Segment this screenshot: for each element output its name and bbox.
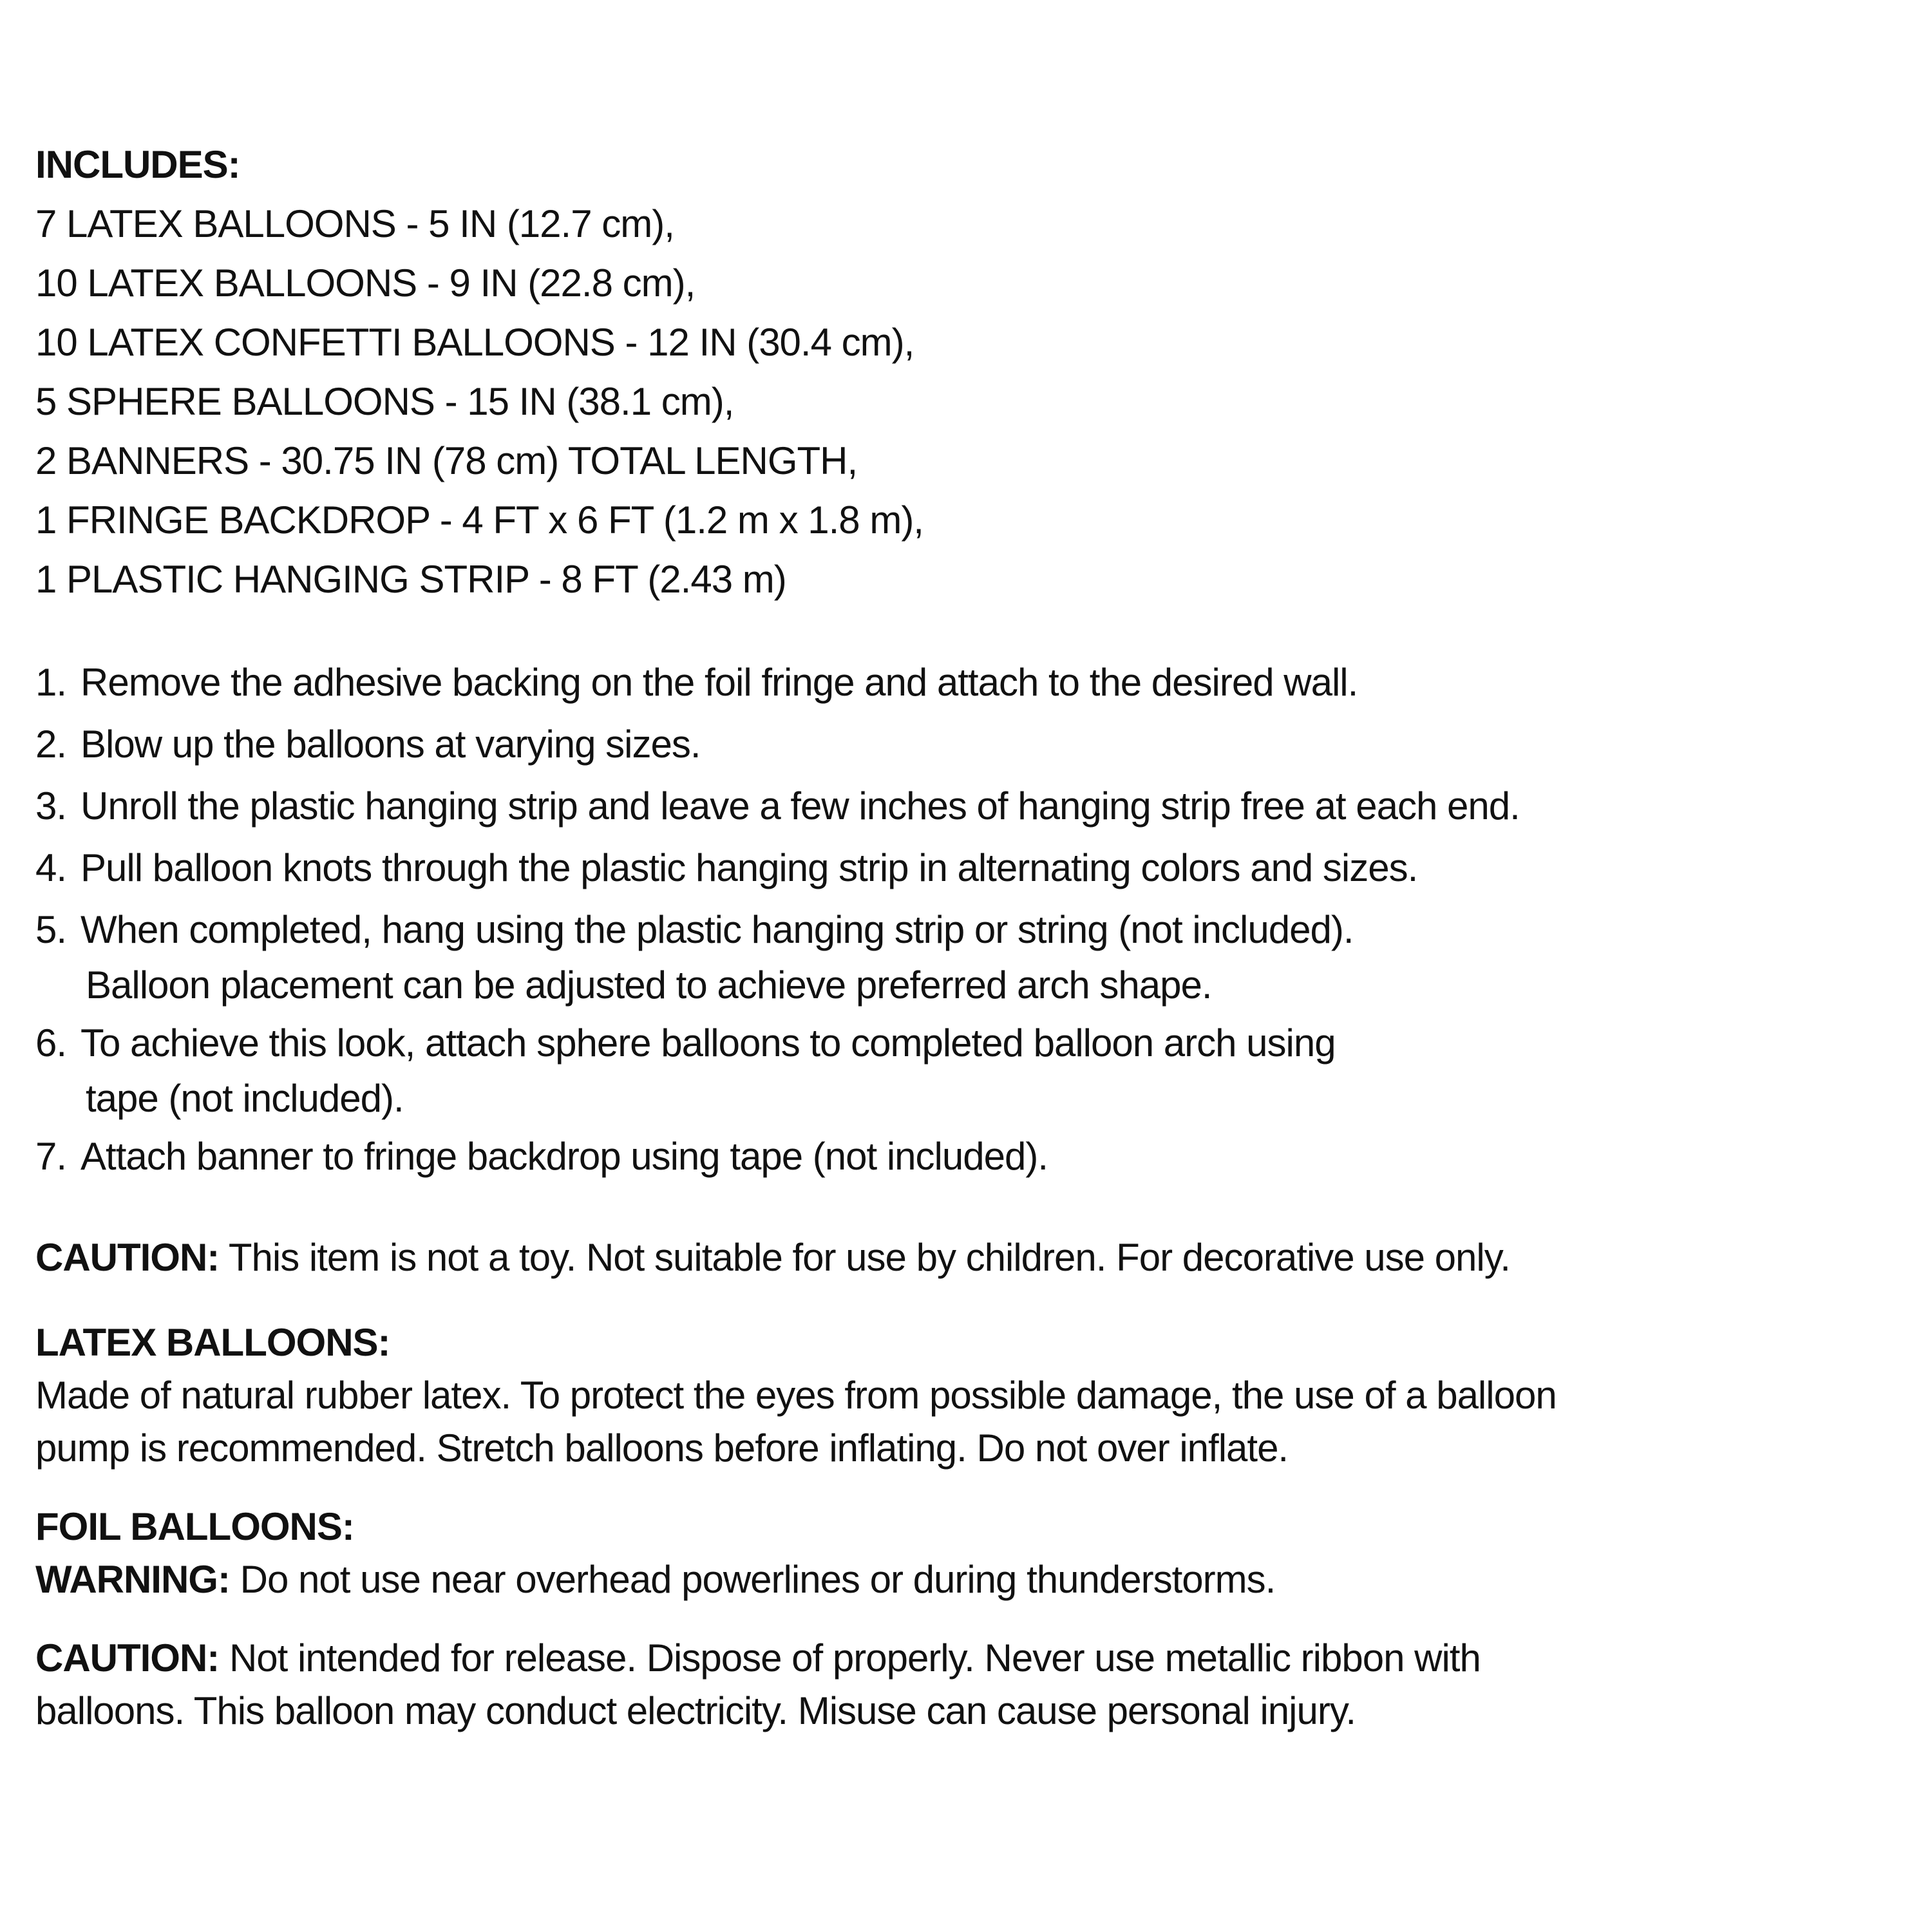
step-item xyxy=(35,715,1903,774)
step-text: Unroll the plastic hanging strip and leave a few inches of hanging strip free at each end. xyxy=(80,784,1520,828)
warning-label: WARNING: xyxy=(35,1558,230,1601)
step-number: 3. xyxy=(35,784,67,828)
latex-line: Made of natural rubber latex. To protect the eyes from possible damage, the use of a balloon xyxy=(35,1374,1557,1417)
foil-heading: FOIL BALLOONS: xyxy=(35,1505,354,1548)
foil-section xyxy=(35,1501,1903,1606)
includes-item: 5 SPHERE BALLOONS - 15 IN (38.1 cm), xyxy=(35,380,734,423)
caution-foil-label: CAUTION: xyxy=(35,1636,220,1680)
step-number: 6. xyxy=(35,1021,67,1065)
latex-heading: LATEX BALLOONS: xyxy=(35,1321,390,1364)
caution-foil-line xyxy=(35,1632,1903,1685)
caution-general xyxy=(35,1231,1903,1284)
caution-foil-section xyxy=(35,1632,1903,1738)
step-text: Attach banner to fringe backdrop using tape (not included). xyxy=(80,1135,1048,1178)
step-item xyxy=(35,777,1903,836)
step-number: 7. xyxy=(35,1135,67,1178)
includes-section xyxy=(35,135,1903,609)
step-number: 2. xyxy=(35,723,67,766)
step-item xyxy=(35,1014,1903,1124)
warning-line xyxy=(35,1553,1903,1606)
step-text: When completed, hang using the plastic hanging strip or string (not included). xyxy=(80,908,1354,951)
includes-item: 1 FRINGE BACKDROP - 4 FT x 6 FT (1.2 m x 1.8 m), xyxy=(35,498,923,542)
includes-item: 10 LATEX BALLOONS - 9 IN (22.8 cm), xyxy=(35,261,696,305)
latex-section xyxy=(35,1316,1903,1475)
step-number: 4. xyxy=(35,846,67,889)
step-text: Pull balloon knots through the plastic hanging strip in alternating colors and sizes. xyxy=(80,846,1418,889)
warning-text: Do not use near overhead powerlines or during thunderstorms. xyxy=(229,1558,1276,1601)
includes-item: 2 BANNERS - 30.75 IN (78 cm) TOTAL LENGTH, xyxy=(35,439,858,482)
includes-item: 10 LATEX CONFETTI BALLOONS - 12 IN (30.4 cm), xyxy=(35,321,914,364)
assembly-steps xyxy=(35,653,1903,1186)
step-item xyxy=(35,900,1903,1011)
step-text-continued: Balloon placement can be adjusted to achieve preferred arch shape. xyxy=(86,963,1212,1007)
step-text: To achieve this look, attach sphere balloons to completed balloon arch using xyxy=(80,1021,1336,1065)
caution-label: CAUTION: xyxy=(35,1236,220,1279)
step-item xyxy=(35,838,1903,898)
step-text: Remove the adhesive backing on the foil fringe and attach to the desired wall. xyxy=(80,661,1358,704)
includes-heading: INCLUDES: xyxy=(35,143,240,186)
step-item xyxy=(35,1127,1903,1186)
caution-foil-line: balloons. This balloon may conduct electricity. Misuse can cause personal injury. xyxy=(35,1689,1356,1732)
instructions-sheet xyxy=(35,135,1903,1763)
caution-foil-text: Not intended for release. Dispose of properly. Never use metallic ribbon with xyxy=(219,1636,1481,1680)
step-number: 5. xyxy=(35,908,67,951)
latex-line: pump is recommended. Stretch balloons before inflating. Do not over inflate. xyxy=(35,1426,1289,1470)
step-item xyxy=(35,653,1903,712)
step-text: Blow up the balloons at varying sizes. xyxy=(80,723,701,766)
includes-item: 7 LATEX BALLOONS - 5 IN (12.7 cm), xyxy=(35,202,674,245)
step-text-continued: tape (not included). xyxy=(86,1077,404,1120)
includes-item: 1 PLASTIC HANGING STRIP - 8 FT (2.43 m) xyxy=(35,558,786,601)
caution-text: This item is not a toy. Not suitable for use by children. For decorative use only. xyxy=(219,1236,1510,1279)
step-number: 1. xyxy=(35,661,67,704)
